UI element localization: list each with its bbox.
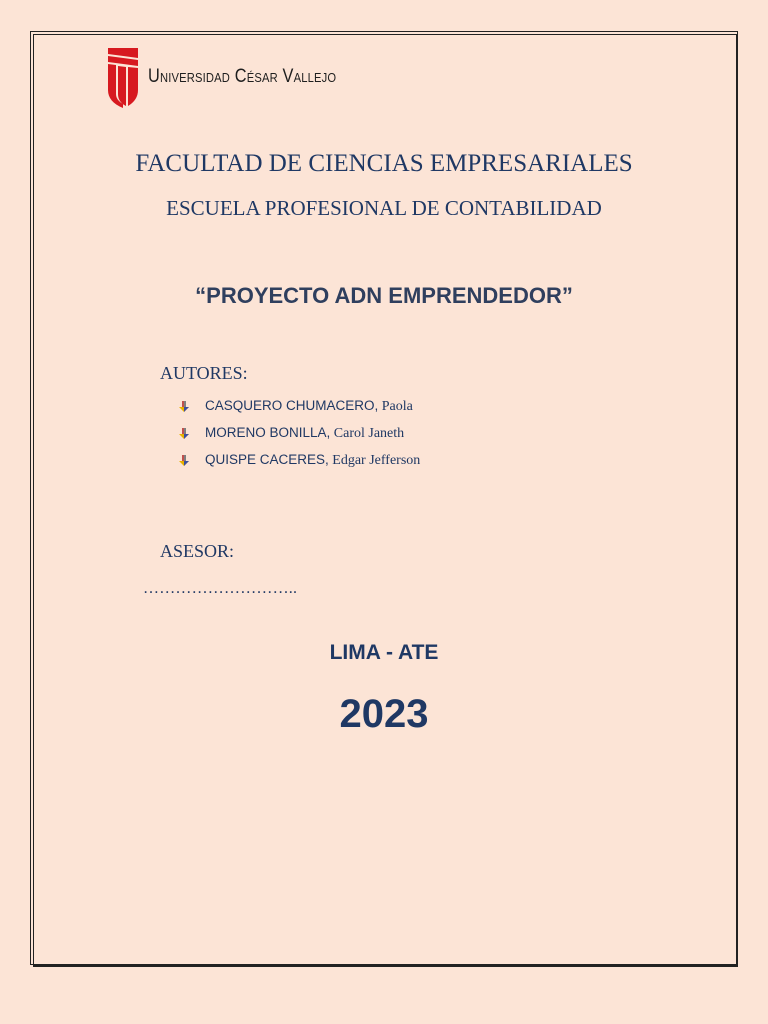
- project-title: “PROYECTO ADN EMPRENDEDOR”: [195, 283, 573, 308]
- arrow-bullet-icon: [178, 455, 190, 467]
- year-label: 2023: [339, 692, 429, 736]
- author-surname: QUISPE CACERES,: [205, 452, 329, 467]
- arrow-bullet-icon: [178, 401, 190, 413]
- author-given-name: Paola: [378, 399, 413, 414]
- school-title: ESCUELA PROFESIONAL DE CONTABILIDAD: [166, 196, 602, 220]
- advisor-placeholder: ………………………..: [143, 580, 298, 597]
- ucv-logo-icon: [106, 44, 140, 108]
- place-label: LIMA - ATE: [329, 641, 439, 664]
- author-given-name: Carol Janeth: [330, 426, 405, 441]
- faculty-title: FACULTAD DE CIENCIAS EMPRESARIALES: [135, 150, 633, 177]
- authors-label: AUTORES:: [160, 363, 248, 383]
- author-surname: MORENO BONILLA,: [205, 425, 331, 440]
- arrow-bullet-icon: [178, 428, 190, 440]
- author-given-name: Edgar Jefferson: [328, 453, 421, 468]
- advisor-label: ASESOR:: [160, 541, 235, 561]
- author-surname: CASQUERO CHUMACERO,: [205, 398, 379, 413]
- university-name: Universidad César Vallejo: [148, 66, 337, 87]
